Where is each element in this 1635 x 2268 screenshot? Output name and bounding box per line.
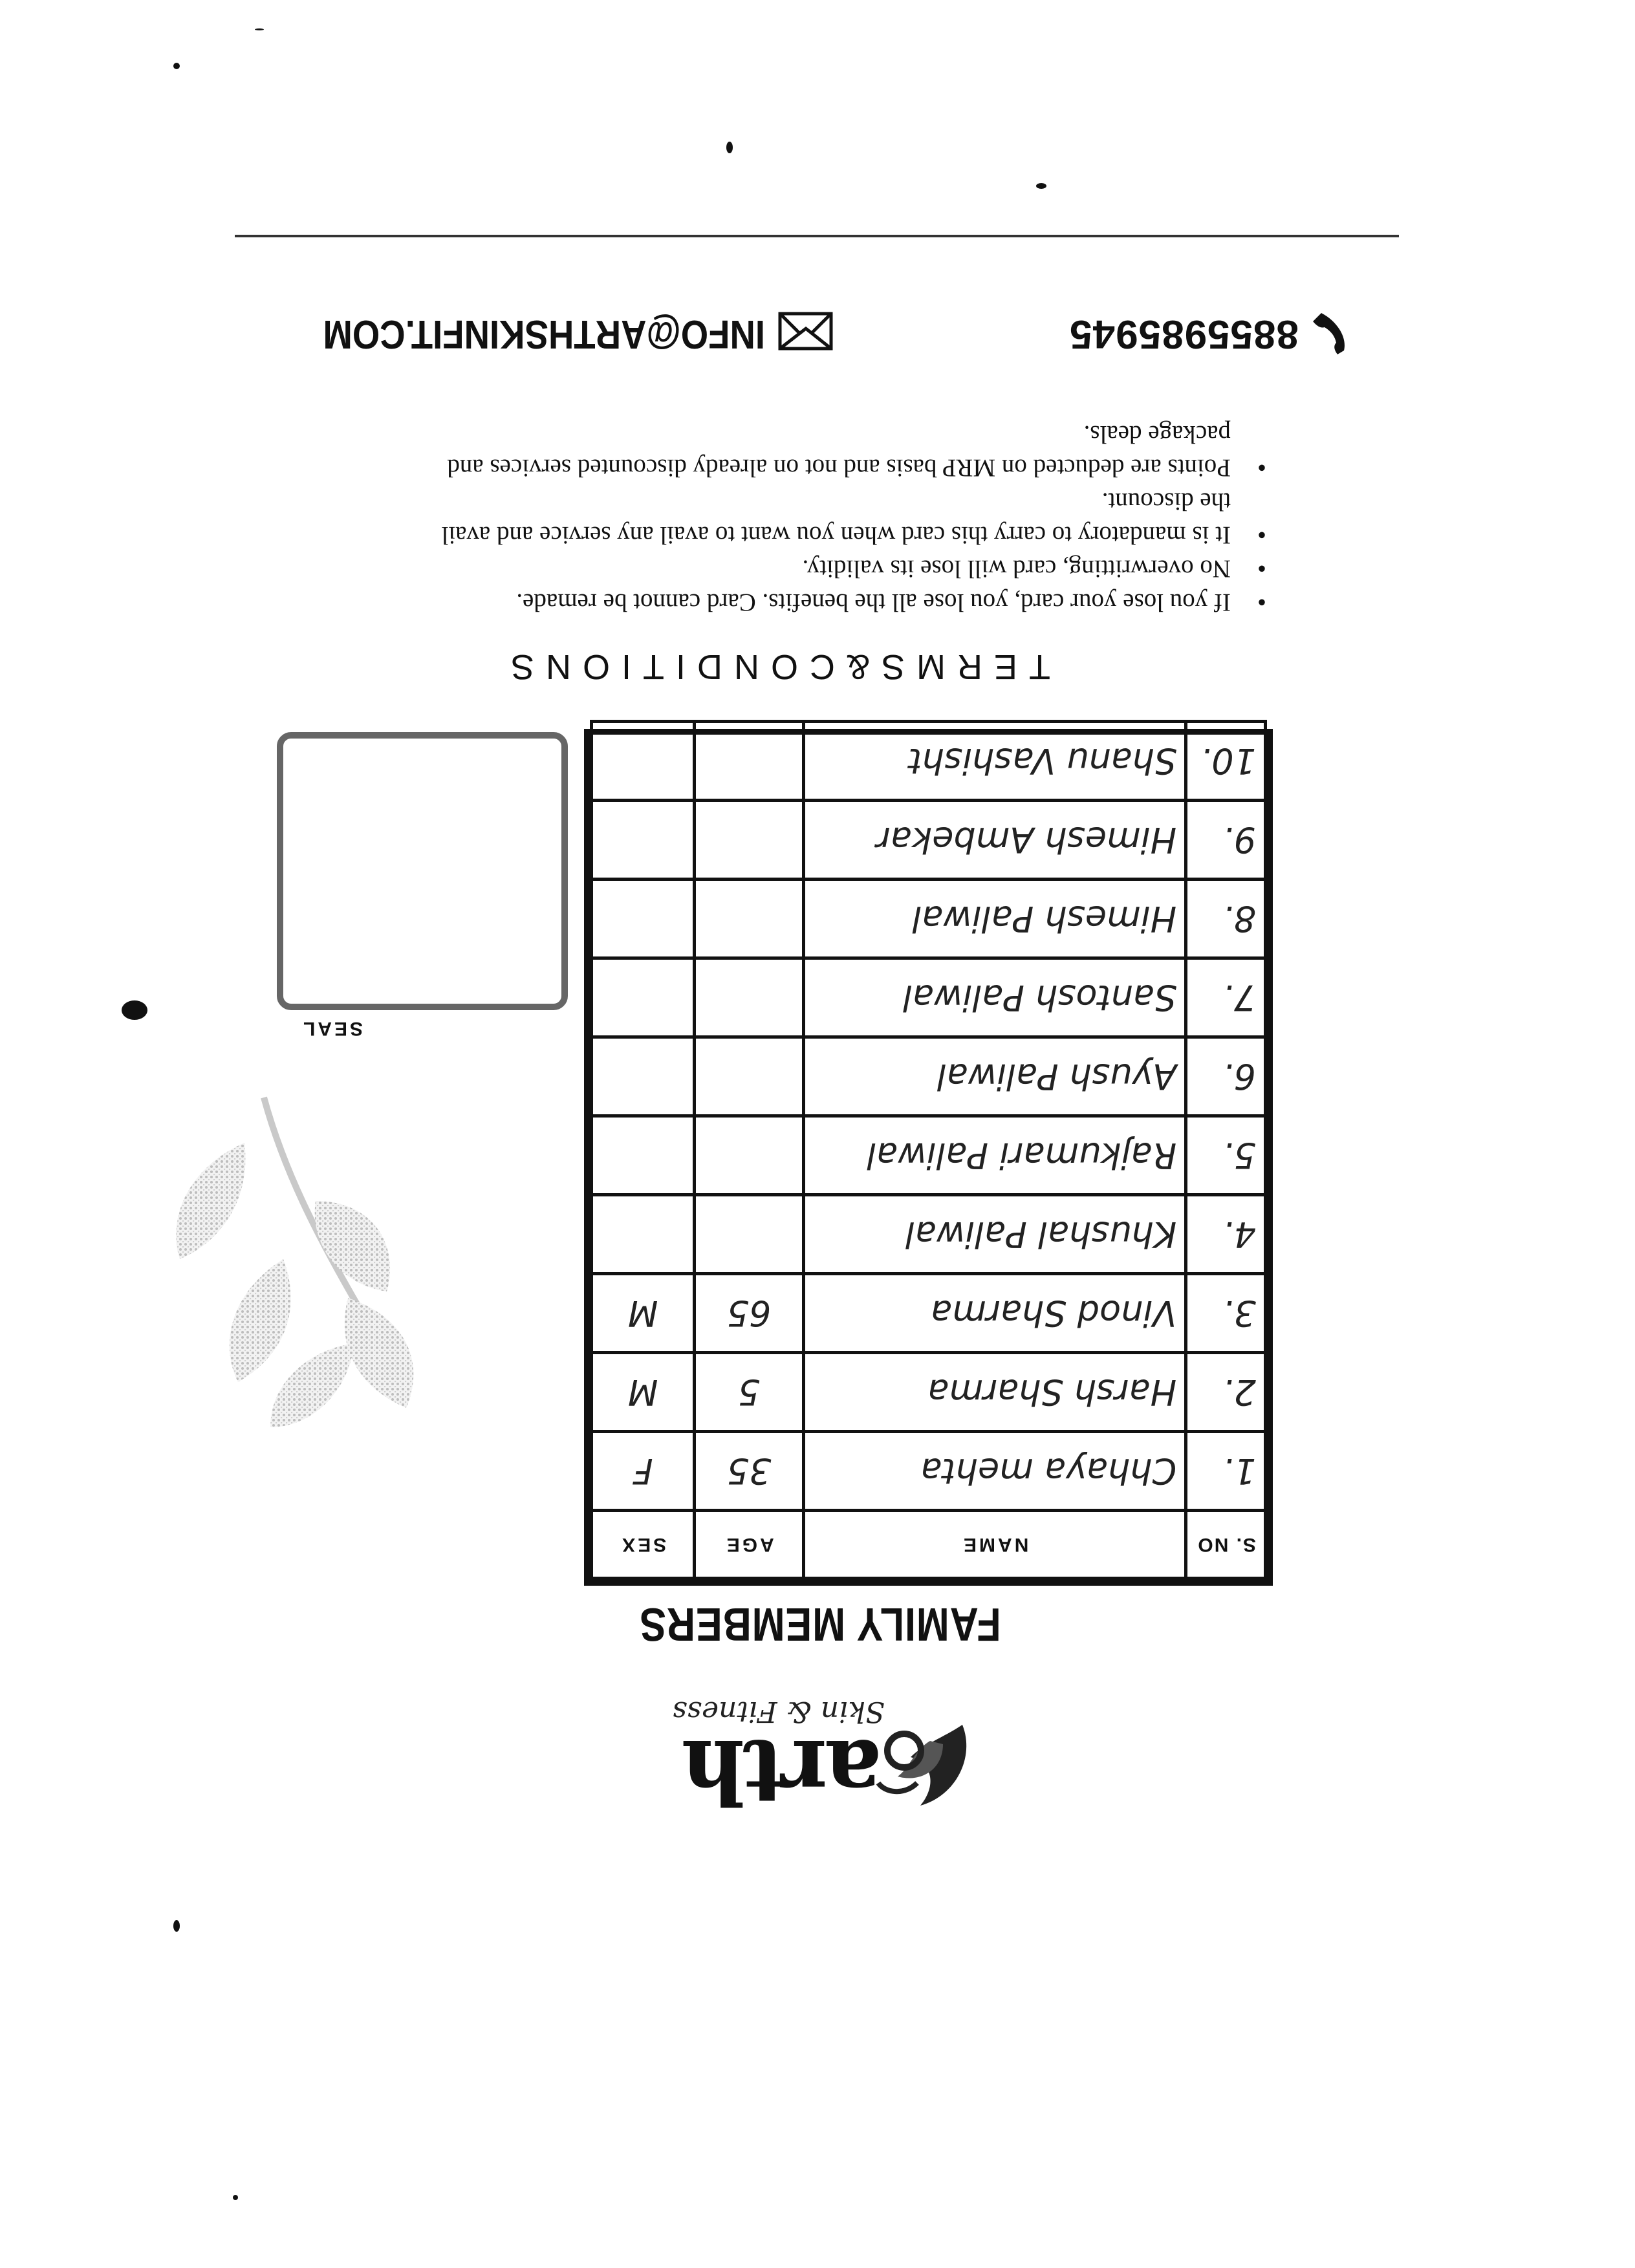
row-sex xyxy=(592,880,695,958)
row-name: Ayush Paliwal xyxy=(804,1037,1186,1116)
row-age xyxy=(695,880,804,958)
seal-label: SEAL xyxy=(301,1018,363,1039)
table-row xyxy=(592,1432,1266,1511)
column-header-age: AGE xyxy=(695,1511,804,1579)
row-name: Himesh Paliwal xyxy=(804,880,1186,958)
column-header-name: NAME xyxy=(804,1511,1186,1579)
row-age xyxy=(695,958,804,1037)
phone-icon xyxy=(1299,308,1350,357)
terms-title: TERMS&CONDITIONS xyxy=(499,647,1051,686)
row-sno: 7. xyxy=(1186,958,1266,1037)
logo-wordmark: arth xyxy=(684,1720,882,1823)
scan-speck xyxy=(1036,183,1046,189)
row-sex xyxy=(592,801,695,880)
terms-item: • If you lose your card, you lose all the benefits. Card cannot be remade. xyxy=(422,585,1231,619)
row-age: 5 xyxy=(695,1353,804,1432)
logo-emblem-icon xyxy=(872,1712,982,1822)
logo-tagline: Skin & Fitness xyxy=(672,1695,885,1728)
leaf-decoration-icon xyxy=(115,1091,477,1505)
table-row xyxy=(592,1037,1266,1116)
scan-speck xyxy=(122,1000,147,1020)
row-sno: 8. xyxy=(1186,880,1266,958)
phone-number: 8855985945 xyxy=(1069,312,1299,356)
table-row xyxy=(592,722,1266,801)
table-row xyxy=(592,880,1266,958)
table-row xyxy=(592,801,1266,880)
scan-speck xyxy=(255,28,264,30)
row-sno: 9. xyxy=(1186,801,1266,880)
column-header-sno: S. NO xyxy=(1186,1511,1266,1579)
row-sno: 3. xyxy=(1186,1274,1266,1353)
row-age xyxy=(695,722,804,801)
row-name: Vinod Sharma xyxy=(804,1274,1186,1353)
scan-speck xyxy=(726,142,733,153)
row-name: Harsh Sharma xyxy=(804,1353,1186,1432)
row-sno: 2. xyxy=(1186,1353,1266,1432)
scan-speck xyxy=(173,1920,180,1932)
table-row xyxy=(592,1116,1266,1195)
row-sex: M xyxy=(592,1353,695,1432)
email-address: INFO@ARTHSKINFIT.COM xyxy=(323,312,765,356)
scan-speck xyxy=(233,2195,238,2200)
row-sex xyxy=(592,1037,695,1116)
row-sno: 6. xyxy=(1186,1037,1266,1116)
row-age xyxy=(695,1195,804,1274)
row-sex xyxy=(592,1195,695,1274)
row-name: Rajkumari Paliwal xyxy=(804,1116,1186,1195)
table-header-row xyxy=(592,1511,1266,1579)
row-age xyxy=(695,801,804,880)
terms-item: • No overwritting, card will lose its validity. xyxy=(422,552,1231,585)
divider xyxy=(235,235,1399,237)
row-name: Santosh Paliwal xyxy=(804,958,1186,1037)
table-row xyxy=(592,1353,1266,1432)
row-name: Chhaya mehta xyxy=(804,1432,1186,1511)
row-sex: F xyxy=(592,1432,695,1511)
table-row xyxy=(592,1195,1266,1274)
row-age: 35 xyxy=(695,1432,804,1511)
row-sex xyxy=(592,722,695,801)
family-members-table xyxy=(584,729,1273,1586)
row-sex xyxy=(592,958,695,1037)
seal-box xyxy=(277,732,568,1010)
row-name: Himesh Ambekar xyxy=(804,801,1186,880)
row-sno: 4. xyxy=(1186,1195,1266,1274)
column-header-sex: SEX xyxy=(592,1511,695,1579)
row-age xyxy=(695,1116,804,1195)
row-age: 65 xyxy=(695,1274,804,1353)
terms-item: • Points are deducted on MRP basis and not on already discounted services and package deals. xyxy=(422,417,1231,484)
row-sex xyxy=(592,1116,695,1195)
table-row xyxy=(592,1274,1266,1353)
table-row xyxy=(592,958,1266,1037)
row-name: Khushal Paliwal xyxy=(804,1195,1186,1274)
mail-icon xyxy=(778,312,833,351)
row-age xyxy=(695,1037,804,1116)
terms-item: • It is mandatory to carry this card when you want to avail any service and avail the discount. xyxy=(422,484,1231,552)
row-sno: 5. xyxy=(1186,1116,1266,1195)
row-sex: M xyxy=(592,1274,695,1353)
row-name: Shanu Vashisht xyxy=(804,722,1186,801)
row-sno: 10. xyxy=(1186,722,1266,801)
family-members-title: FAMILY MEMBERS xyxy=(639,1598,1001,1650)
row-sno: 1. xyxy=(1186,1432,1266,1511)
scan-speck xyxy=(173,63,180,69)
terms-list xyxy=(422,417,1231,619)
